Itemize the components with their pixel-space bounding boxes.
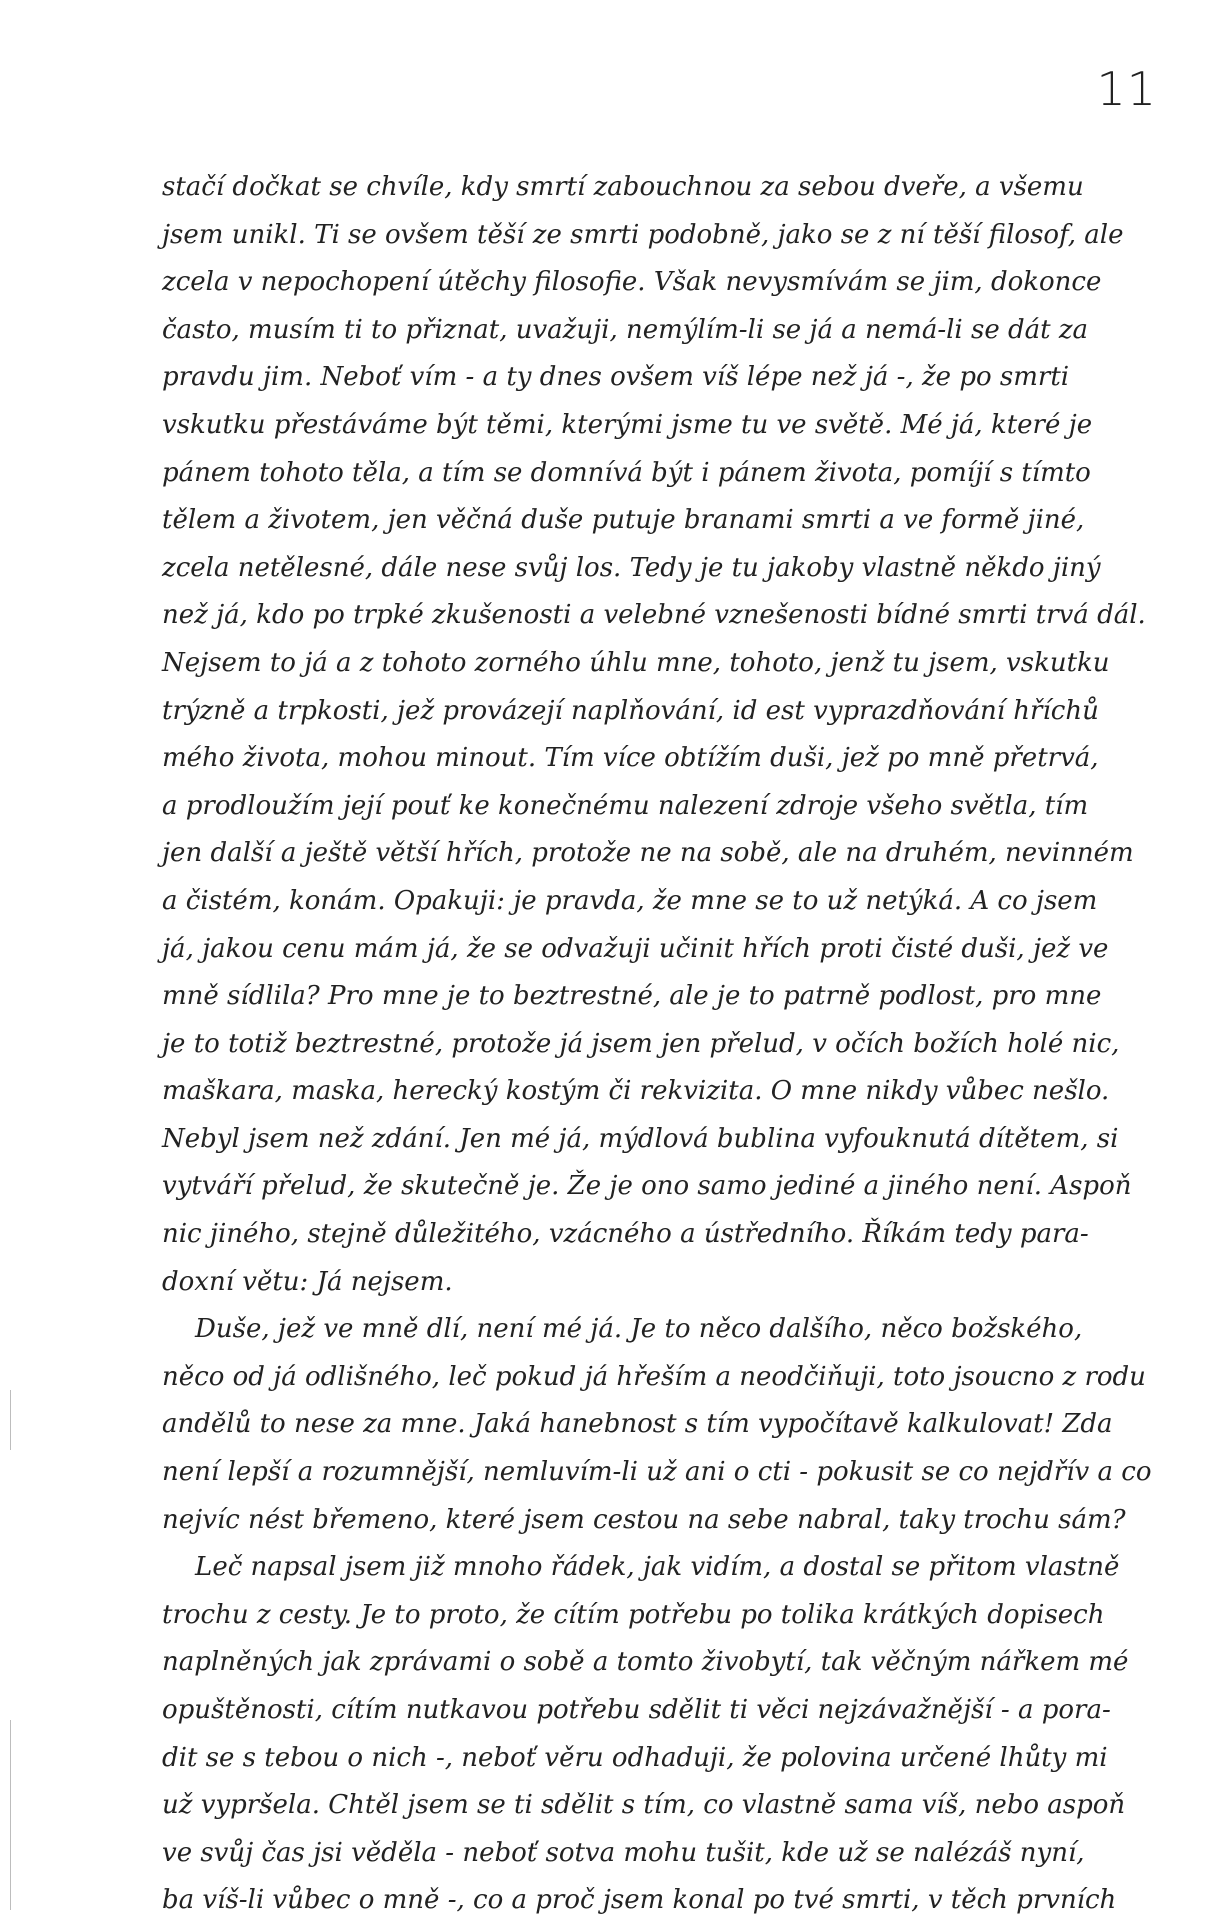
text-line: trochu z cesty. Je to proto, že cítím potřebu po tolika krátkých dopisech: [162, 1599, 1105, 1630]
text-line: není lepší a rozumnější, nemluvím-li už ani o cti - pokusit se co nejdřív a co: [162, 1457, 1152, 1488]
text-line: naplněných jak zprávami o sobě a tomto živobytí, tak věčným nářkem mé: [162, 1647, 1129, 1678]
text-line: a prodloužím její pouť ke konečnému nalezení zdroje všeho světla, tím: [162, 790, 1089, 821]
text-line: nejvíc nést břemeno, které jsem cestou na sebe nabral, taky trochu sám?: [162, 1504, 1126, 1535]
text-line: zcela v nepochopení útěchy filosofie. Však nevysmívám se jim, dokonce: [162, 267, 1102, 298]
text-line: Leč napsal jsem již mnoho řádek, jak vidím, a dostal se přitom vlastně: [162, 1552, 1120, 1583]
text-line: zcela netělesné, dále nese svůj los. Tedy je tu jakoby vlastně někdo jiný: [162, 552, 1101, 583]
text-line: ba víš-li vůbec o mně -, co a proč jsem konal po tvé smrti, v těch prvních: [162, 1885, 1117, 1916]
text-line: ve svůj čas jsi věděla - neboť sotva mohu tušit, kde už se nalézáš nyní,: [162, 1837, 1085, 1868]
text-line: nic jiného, stejně důležitého, vzácného a ústředního. Říkám tedy para-: [162, 1219, 1089, 1250]
text-line: maškara, maska, herecký kostým či rekvizita. O mne nikdy vůbec nešlo.: [162, 1076, 1110, 1107]
text-line: trýzně a trpkosti, jež provázejí naplňování, id est vyprazdňování hříchů: [162, 695, 1099, 726]
text-line: andělů to nese za mne. Jaká hanebnost s tím vypočítavě kalkulovat! Zda: [162, 1409, 1113, 1440]
text-line: už vypršela. Chtěl jsem se ti sdělit s tím, co vlastně sama víš, nebo aspoň: [162, 1790, 1126, 1821]
text-line: mně sídlila? Pro mne je to beztrestné, ale je to patrně podlost, pro mne: [162, 981, 1102, 1012]
text-line: tělem a životem, jen věčná duše putuje branami smrti a ve formě jiné,: [162, 505, 1085, 536]
text-line: mého života, mohou minout. Tím více obtížím duši, jež po mně přetrvá,: [162, 743, 1099, 774]
text-line: je to totiž beztrestné, protože já jsem jen přelud, v očích božích holé nic,: [162, 1028, 1120, 1059]
text-line: než já, kdo po trpké zkušenosti a velebné vznešenosti bídné smrti trvá dál.: [162, 600, 1146, 631]
paragraph-3: [162, 1544, 1162, 1925]
paragraph-2: [162, 1306, 1162, 1544]
text-line: Duše, jež ve mně dlí, není mé já. Je to něco dalšího, něco božského,: [162, 1314, 1083, 1345]
text-line: vytváří přelud, že skutečně je. Že je ono samo jediné a jiného není. Aspoň: [162, 1171, 1132, 1202]
text-line: pánem tohoto těla, a tím se domnívá být i pánem života, pomíjí s tímto: [162, 457, 1091, 488]
text-line: jen další a ještě větší hřích, protože ne na sobě, ale na druhém, nevinném: [162, 838, 1134, 869]
text-line: vskutku přestáváme být těmi, kterými jsme tu ve světě. Mé já, které je: [162, 409, 1093, 440]
paragraph-1: [162, 164, 1162, 1306]
body-text: [162, 164, 1162, 1925]
text-line: doxní větu: Já nejsem.: [162, 1266, 453, 1297]
text-line: Nebyl jsem než zdání. Jen mé já, mýdlová bublina vyfouknutá dítětem, si: [162, 1123, 1119, 1154]
text-line: já, jakou cenu mám já, že se odvažuji učinit hřích proti čisté duši, jež ve: [162, 933, 1109, 964]
text-line: stačí dočkat se chvíle, kdy smrtí zabouchnou za sebou dveře, a všemu: [162, 172, 1084, 202]
binding-edge-mark: [10, 1720, 11, 1910]
text-line: jsem unikl. Ti se ovšem těší ze smrti podobně, jako se z ní těší filosof, ale: [162, 219, 1124, 250]
text-line: něco od já odlišného, leč pokud já hřeším a neodčiňuji, toto jsoucno z rodu: [162, 1361, 1146, 1392]
text-line: často, musím ti to přiznat, uvažuji, nemýlím-li se já a nemá-li se dát za: [162, 314, 1089, 345]
text-line: dit se s tebou o nich -, neboť věru odhaduji, že polovina určené lhůty mi: [162, 1742, 1108, 1773]
text-line: a čistém, konám. Opakuji: je pravda, že mne se to už netýká. A co jsem: [162, 885, 1098, 916]
text-line: pravdu jim. Neboť vím - a ty dnes ovšem víš lépe než já -, že po smrti: [162, 362, 1070, 393]
text-line: Nejsem to já a z tohoto zorného úhlu mne, tohoto, jenž tu jsem, vskutku: [162, 647, 1110, 678]
binding-edge-mark: [10, 1390, 11, 1450]
text-line: opuštěnosti, cítím nutkavou potřebu sdělit ti věci nejzávažnější - a pora-: [162, 1695, 1111, 1725]
page-number: 11: [1096, 62, 1157, 116]
